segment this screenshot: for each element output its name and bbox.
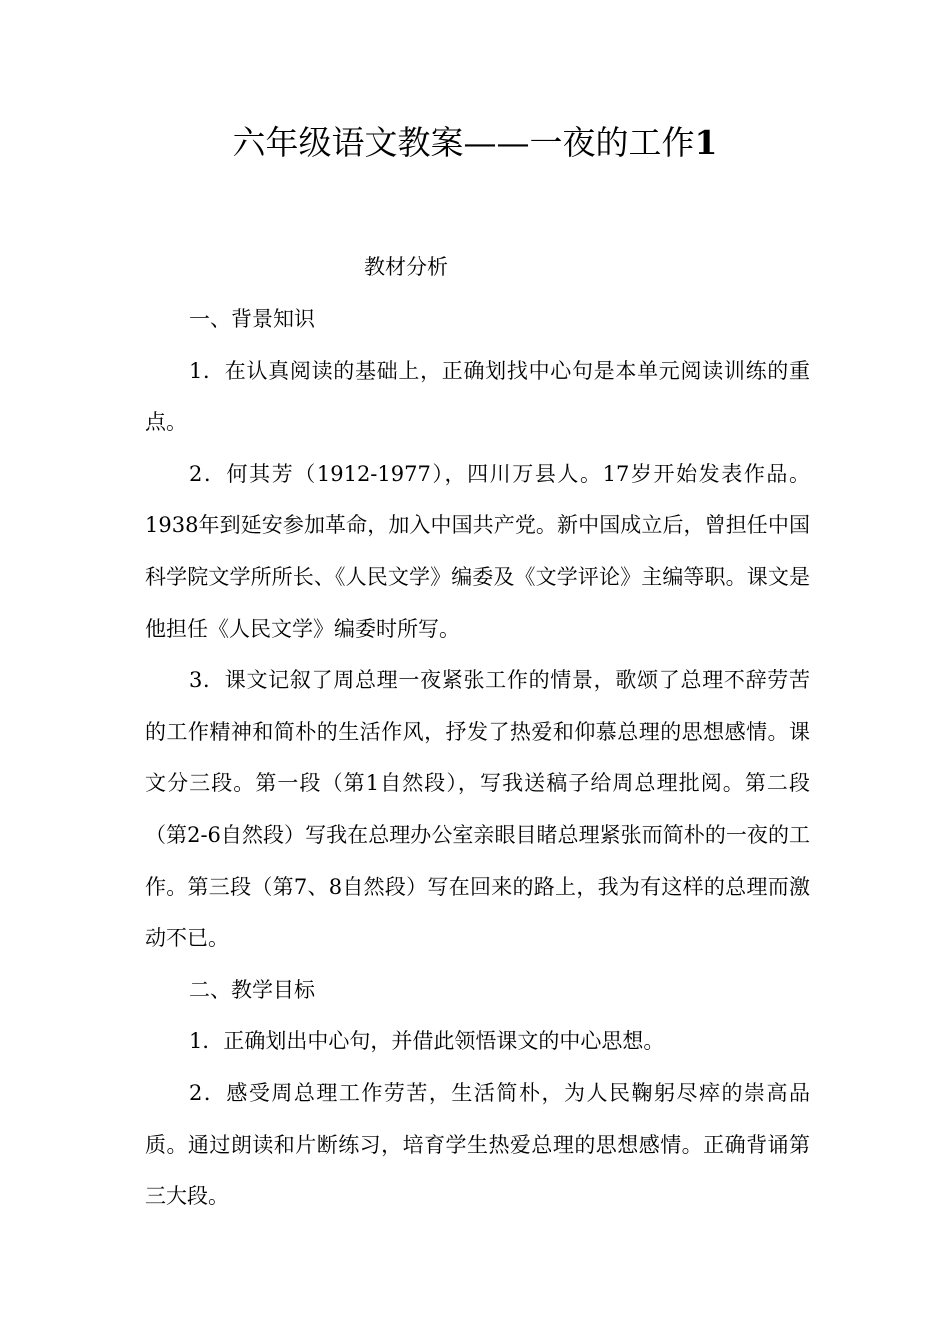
document-body: [145, 294, 810, 1223]
document-title: [0, 118, 950, 168]
objective-2: 2．感受周总理工作劳苦，生活简朴，为人民鞠躬尽瘁的崇高品质。通过朗读和片断练习，培育学生热爱总理的思想感情。正确背诵第三大段。: [145, 1080, 810, 1209]
paragraph-2: 2．何其芳（1912-1977），四川万县人。17岁开始发表作品。1938年到延安参加革命，加入中国共产党。新中国成立后，曾担任中国科学院文学所所长、《人民文学》编委及《文学评论》主编等职。课文是他担任《人民文学》编委时所写。: [145, 461, 810, 641]
paragraph-3: 3．课文记叙了周总理一夜紧张工作的情景，歌颂了总理不辞劳苦的工作精神和简朴的生活作风，抒发了热爱和仰慕总理的思想感情。课文分三段。第一段（第1自然段），写我送稿子给周总理批阅。第二段（第2-6自然段）写我在总理办公室亲眼目睹总理紧张而简朴的一夜的工作。第三段（第7、8自然段）写在回来的路上，我为有这样的总理而激动不已。: [145, 668, 810, 951]
subsection-heading-background: 一、背景知识: [189, 307, 315, 331]
section-heading: 教材分析: [364, 255, 448, 279]
title-text: 六年级语文教案——一夜的工作: [232, 123, 695, 162]
paragraph-1: 1．在认真阅读的基础上，正确划找中心句是本单元阅读训练的重点。: [145, 358, 810, 435]
subsection-heading-objectives: 二、教学目标: [189, 977, 315, 1002]
objective-1: 1．正确划出中心句，并借此领悟课文的中心思想。: [189, 1029, 665, 1054]
title-number: 1: [694, 123, 718, 162]
